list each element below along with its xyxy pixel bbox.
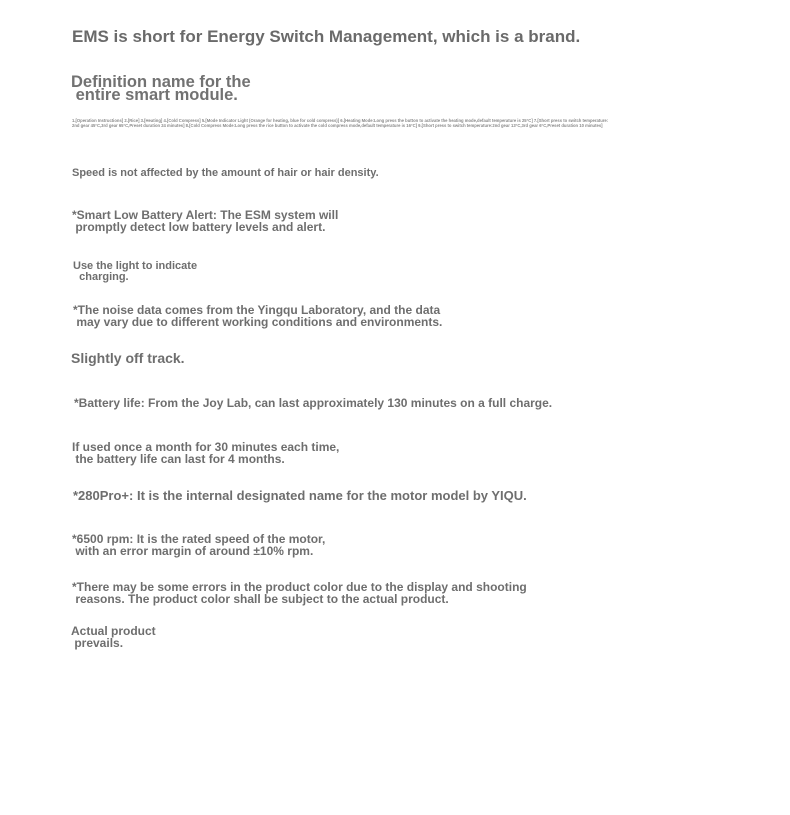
rpm-note-line-1: *6500 rpm: It is the rated speed of the motor, bbox=[72, 532, 326, 546]
operation-notes-line-2: 2nd gear 45°C,3rd gear 65°C,Preset duration 24 minutes] 8.[Cold Compress Mode:Long press the rice button to activate the cold compress mode,default temperature is 16°C] 9.[Short press to switch temperature:2nd gear 13°C,3rd gear 6°C,Preset duration 10 minutes] bbox=[72, 123, 603, 128]
battery-life-note: *Battery life: From the Joy Lab, can last approximately 130 minutes on a full charge. bbox=[74, 396, 553, 410]
light-note-line-2: charging. bbox=[73, 270, 129, 283]
heading-ems: EMS is short for Energy Switch Management, which is a brand. bbox=[72, 27, 581, 46]
noise-note-line-2: may vary due to different working conditions and environments. bbox=[73, 314, 443, 329]
color-note-block bbox=[72, 582, 527, 605]
light-note-line-1: Use the light to indicate bbox=[73, 260, 198, 272]
color-note-line-2: reasons. The product color shall be subject to the actual product. bbox=[72, 591, 449, 606]
monthly-use-line-1: If used once a month for 30 minutes each time, bbox=[72, 440, 340, 454]
color-note-line-1: *There may be some errors in the product color due to the display and shooting bbox=[72, 580, 527, 594]
monthly-use-block bbox=[72, 442, 339, 465]
actual-product-block bbox=[71, 626, 156, 649]
rpm-note-line-2: with an error margin of around ±10% rpm. bbox=[72, 543, 314, 558]
battery-alert-line-2: promptly detect low battery levels and alert. bbox=[72, 219, 326, 234]
actual-product-line-2: prevails. bbox=[71, 635, 124, 650]
operation-notes-line-1: 1.[Operation Instructions] 2.[Rice] 3.[Heating] 4.[Cold Compress] 5.[Mode Indicator Light (Orange for heating, blue for cold compress)] 6.[Heating Mode:Long press the button to activate the heating mode,default temperature is 25°C] 7.[Short press to switch temperature: bbox=[72, 118, 609, 123]
battery-alert-block bbox=[72, 210, 338, 233]
rpm-note-block bbox=[72, 534, 325, 557]
operation-notes bbox=[72, 118, 702, 128]
noise-note-block bbox=[73, 305, 442, 328]
light-note-block bbox=[73, 261, 197, 282]
speed-note: Speed is not affected by the amount of hair or hair density. bbox=[72, 167, 379, 179]
off-track-note: Slightly off track. bbox=[71, 350, 185, 366]
noise-note-line-1: *The noise data comes from the Yingqu Laboratory, and the data bbox=[73, 303, 441, 317]
battery-alert-line-1: *Smart Low Battery Alert: The ESM system will bbox=[72, 208, 339, 222]
actual-product-line-1: Actual product bbox=[71, 624, 156, 638]
definition-line-2: entire smart module. bbox=[71, 86, 238, 104]
motor-name-note: *280Pro+: It is the internal designated name for the motor model by YIQU. bbox=[73, 488, 527, 503]
definition-line-1: Definition name for the bbox=[71, 73, 251, 91]
definition-block bbox=[71, 73, 251, 104]
monthly-use-line-2: the battery life can last for 4 months. bbox=[72, 451, 285, 466]
